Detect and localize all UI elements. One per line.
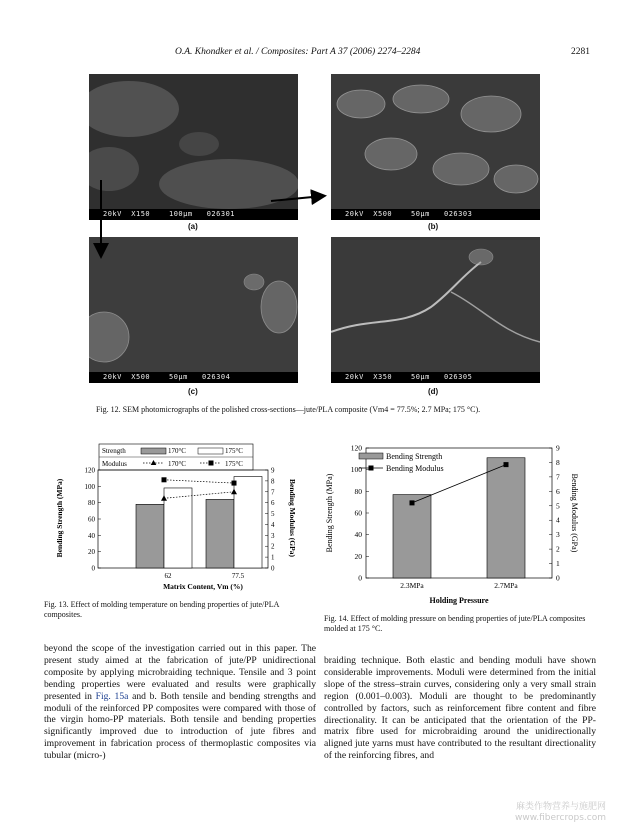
fig15-reference-link[interactable]: Fig. 15a <box>95 690 129 702</box>
fig13-chart <box>42 440 322 602</box>
legend-modulus-label: Modulus <box>102 460 127 468</box>
f13-y2tick-label: 6 <box>271 499 275 508</box>
f13-y2tick-label: 0 <box>271 564 275 573</box>
f14-ytick-label: 100 <box>350 465 362 475</box>
f13-xcat-0: 62 <box>164 572 172 580</box>
legend-bar-170: 170°C <box>168 447 186 455</box>
fig12-caption: Fig. 12. SEM photomicrographs of the polished cross-sections—jute/PLA composite (Vm4 = 77.5%; 2.7 MPa; 175 °C). <box>96 405 481 414</box>
sem-info-bar-a: 20kV X150 100μm 026301 <box>89 209 298 220</box>
f13-y2tick-label: 3 <box>271 531 275 540</box>
legend-swatch-170 <box>141 448 166 454</box>
f13-modulus-point-175-0 <box>162 477 167 482</box>
fig13-caption: Fig. 13. Effect of molding temperature on bending properties of jute/PLA composites. <box>44 600 279 619</box>
legend-strength-label: Strength <box>102 447 126 455</box>
f14-y2tick-label: 8 <box>556 457 560 467</box>
running-title: O.A. Khondker et al. / Composites: Part A 37 (2006) 2274–2284 <box>175 47 421 57</box>
f13-bar-170-0 <box>136 504 164 568</box>
body-right-text: braiding technique. Both elastic and bending moduli have shown considerable improvements. Moduli were determined from the initial slope of the stress–strain curves, considering only a very small strain region (0.001–0.003). Moduli are thought to be predominantly controlled by factors, such as reinforcement fibre content and fibre directionality. It can be anticipated that the orientation of the PP-matrix fibre used for microbraiding around the unidirectionally aligned jute yarns must have contributed to the resultant directionality of the reinforcing fibres, and <box>324 655 596 762</box>
f13-ytick-label: 80 <box>88 499 95 508</box>
f13-y2tick-label: 5 <box>271 510 275 519</box>
fig14-legend <box>359 452 444 473</box>
f14-ytick-label: 60 <box>354 508 362 518</box>
f13-y2tick-label: 4 <box>271 520 275 529</box>
f13-y2tick-label: 1 <box>271 553 275 562</box>
f14-ytick-label: 0 <box>358 573 362 583</box>
f13-ytick-label: 120 <box>84 466 95 475</box>
f13-bar-175-1 <box>234 477 262 568</box>
f14-y2tick-label: 2 <box>556 544 560 554</box>
body-left-part1: beyond the scope of the investigation carried out in this paper. The present study aimed at the fabrication of jute/PP unidirectional composite by applying microbraiding technique. Tensile and 3 point bending properties were evaluated and results were graphically presented in <box>44 643 316 702</box>
f13-y2tick-label: 2 <box>271 542 275 551</box>
watermark-line2: www.fibercrops.com <box>515 813 606 823</box>
sem-info-bar-c: 20kV X500 50μm 026304 <box>89 372 298 383</box>
f13-ytick-label: 60 <box>88 515 95 524</box>
legend-swatch-175 <box>198 448 223 454</box>
sem-texture-c <box>89 237 298 372</box>
f14-ytick-label: 80 <box>354 486 362 496</box>
f14-xcat-1: 2.7MPa <box>494 581 518 590</box>
legend-strength: Bending Strength <box>386 452 443 461</box>
watermark <box>515 802 606 824</box>
fig13-legend <box>99 444 253 470</box>
f14-y2tick-label: 1 <box>556 559 560 569</box>
f14-y2tick-label: 5 <box>556 501 560 511</box>
f14-y2tick-label: 4 <box>556 515 560 525</box>
f14-ytick-label: 20 <box>354 551 362 561</box>
f13-ytick-label: 0 <box>91 564 95 573</box>
f13-y2tick-label: 8 <box>271 477 275 486</box>
legend-bar-175: 175°C <box>225 447 243 455</box>
f14-modulus-point-1 <box>504 462 509 467</box>
fig14-chart <box>322 440 598 612</box>
f14-modulus-point-0 <box>410 500 415 505</box>
legend-marker-175 <box>209 461 214 466</box>
legend-marker-modulus <box>369 466 374 471</box>
f13-xlabel: Matrix Content, Vm (%) <box>163 582 243 591</box>
panel-label-c: (c) <box>188 387 198 396</box>
sem-texture-b <box>331 74 540 209</box>
page-number: 2281 <box>571 47 590 57</box>
f14-xcat-0: 2.3MPa <box>400 581 424 590</box>
f14-y2tick-label: 7 <box>556 472 560 482</box>
f13-y2tick-label: 9 <box>271 466 275 475</box>
f14-xlabel: Holding Pressure <box>429 596 489 605</box>
legend-line-175-label: 175°C <box>225 460 243 468</box>
f14-ylabel: Bending Strength (MPa) <box>325 473 334 553</box>
watermark-line1: 麻类作物营养与施肥网 <box>515 802 606 812</box>
sem-info-bar-b: 20kV X500 50μm 026303 <box>331 209 540 220</box>
f13-y2label: Bending Modulus (GPa) <box>288 479 297 557</box>
f14-ytick-label: 120 <box>350 443 362 453</box>
fig14-caption: Fig. 14. Effect of molding pressure on bending properties of jute/PLA composites molded at 175 °C. <box>324 614 586 633</box>
f14-y2tick-label: 0 <box>556 573 560 583</box>
sem-image-d <box>331 237 540 383</box>
f14-y2tick-label: 6 <box>556 486 560 496</box>
f13-y2tick-label: 7 <box>271 488 275 497</box>
panel-label-d: (d) <box>428 387 439 396</box>
sem-image-b <box>331 74 540 220</box>
f14-y2label: Bending Modulus (GPa) <box>570 473 579 553</box>
sem-image-a <box>89 74 298 220</box>
body-right-column <box>324 655 596 762</box>
legend-swatch-strength <box>359 453 383 459</box>
body-left-part2: and b. Both tensile and bending strengths and moduli of the reinforced PP composites were compared with those of the virgin homo-PP materials. Both tensile and bending properties significantly improved due to introduction of jute fibres and improvement in fabrication process of thermoplastic composites via tubular (micro-) <box>44 690 316 762</box>
f13-xcat-1: 77.5 <box>231 572 245 580</box>
f13-ytick-label: 40 <box>88 531 95 540</box>
legend-modulus: Bending Modulus <box>386 464 444 473</box>
f13-modulus-point-175-1 <box>232 481 237 486</box>
panel-label-b: (b) <box>428 222 439 231</box>
f14-ytick-label: 40 <box>354 530 362 540</box>
f13-ytick-label: 100 <box>84 482 95 491</box>
panel-label-a: (a) <box>188 222 198 231</box>
running-header <box>0 47 620 61</box>
body-left-column <box>44 643 316 762</box>
sem-texture-a <box>89 74 298 209</box>
f13-bar-170-1 <box>206 499 234 568</box>
sem-texture-d <box>331 237 540 372</box>
f14-bar-0 <box>393 495 431 578</box>
f14-y2tick-label: 3 <box>556 530 560 540</box>
f13-modulus-line-175 <box>164 480 234 483</box>
sem-image-c <box>89 237 298 383</box>
f13-ytick-label: 20 <box>88 548 95 557</box>
legend-line-170-label: 170°C <box>168 460 186 468</box>
f14-bar-1 <box>487 458 525 578</box>
f14-y2tick-label: 9 <box>556 443 560 453</box>
f13-bar-175-0 <box>164 488 192 568</box>
sem-info-bar-d: 20kV X350 50μm 026305 <box>331 372 540 383</box>
f13-ylabel: Bending Strength (MPa) <box>55 478 64 558</box>
